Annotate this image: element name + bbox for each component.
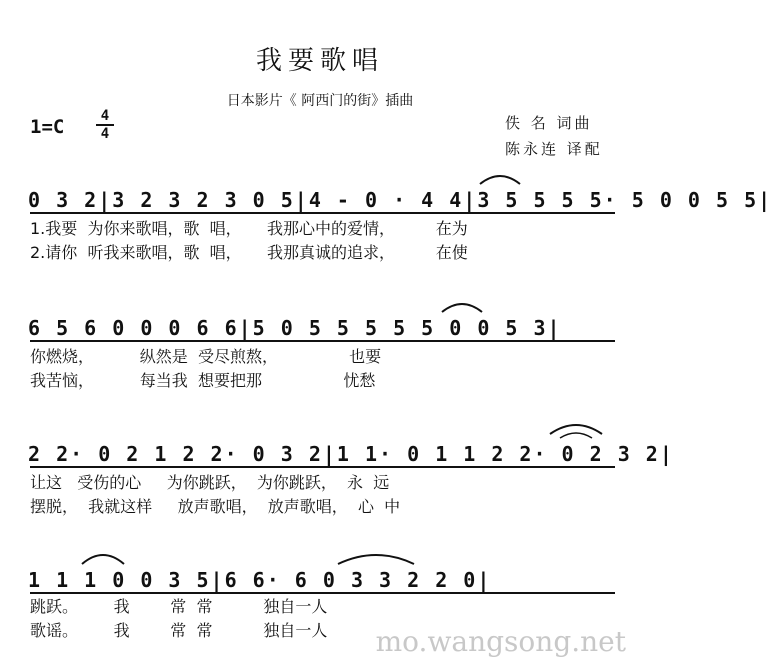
translator-credit: 陈永连 译配 xyxy=(505,140,603,158)
lyrics-verse-2-line-1: 2.请你 听我来歌唱，歌 唱， 我那真诚的追求， 在使 xyxy=(30,243,468,262)
notation-line-3: 2 2· 0 2 1 2 2· 0 3 2|1 1· 0 1 1 2 2· 0 2 3 2| xyxy=(28,442,674,466)
lyrics-verse-1-line-2: 你燃烧， 纵然是 受尽煎熬， 也要 xyxy=(30,347,382,366)
watermark: mo.wangsong.net xyxy=(375,625,626,658)
lyrics-verse-1-line-1: 1.我要 为你来歌唱，歌 唱， 我那心中的爱情， 在为 xyxy=(30,219,468,238)
time-signature-top: 4 xyxy=(96,108,114,126)
slur-mark xyxy=(478,170,522,186)
beam-line xyxy=(30,340,615,342)
slur-mark xyxy=(440,298,484,314)
lyrics-verse-2-line-2: 我苦恼， 每当我 想要把那 忧愁 xyxy=(30,371,376,390)
song-title: 我要歌唱 xyxy=(255,46,384,76)
lyrics-verse-2-line-3: 摆脱， 我就这样 放声歌唱， 放声歌唱， 心 中 xyxy=(30,497,401,516)
slur-mark xyxy=(80,548,126,566)
lyricist-credit: 佚 名 词曲 xyxy=(505,114,593,132)
notation-line-1: 0 3 2|3 2 3 2 3 0 5|4 - 0 · 4 4|3 5 5 5 5· 5 0 0 5 5| xyxy=(28,188,772,212)
lyrics-verse-1-line-4: 跳跃。 我 常 常 独自一人 xyxy=(30,597,328,616)
slur-mark xyxy=(546,420,606,442)
beam-line xyxy=(30,212,615,214)
time-signature xyxy=(96,108,114,142)
lyrics-verse-1-line-3: 让这 受伤的心 为你跳跃， 为你跳跃， 永 远 xyxy=(30,473,390,492)
slur-mark xyxy=(336,548,416,566)
time-signature-bottom: 4 xyxy=(100,126,110,142)
song-subtitle: 日本影片《 阿西门的街》插曲 xyxy=(226,93,414,109)
beam-line xyxy=(30,592,615,594)
notation-line-4: 1 1 1 0 0 3 5|6 6· 6 0 3 3 2 2 0| xyxy=(28,568,492,592)
lyrics-verse-2-line-4: 歌谣。 我 常 常 独自一人 xyxy=(30,621,328,640)
notation-line-2: 6 5 6 0 0 0 6 6|5 0 5 5 5 5 5 0 0 5 3| xyxy=(28,316,562,340)
key-signature: 1=C xyxy=(30,116,65,138)
beam-line xyxy=(30,466,615,468)
